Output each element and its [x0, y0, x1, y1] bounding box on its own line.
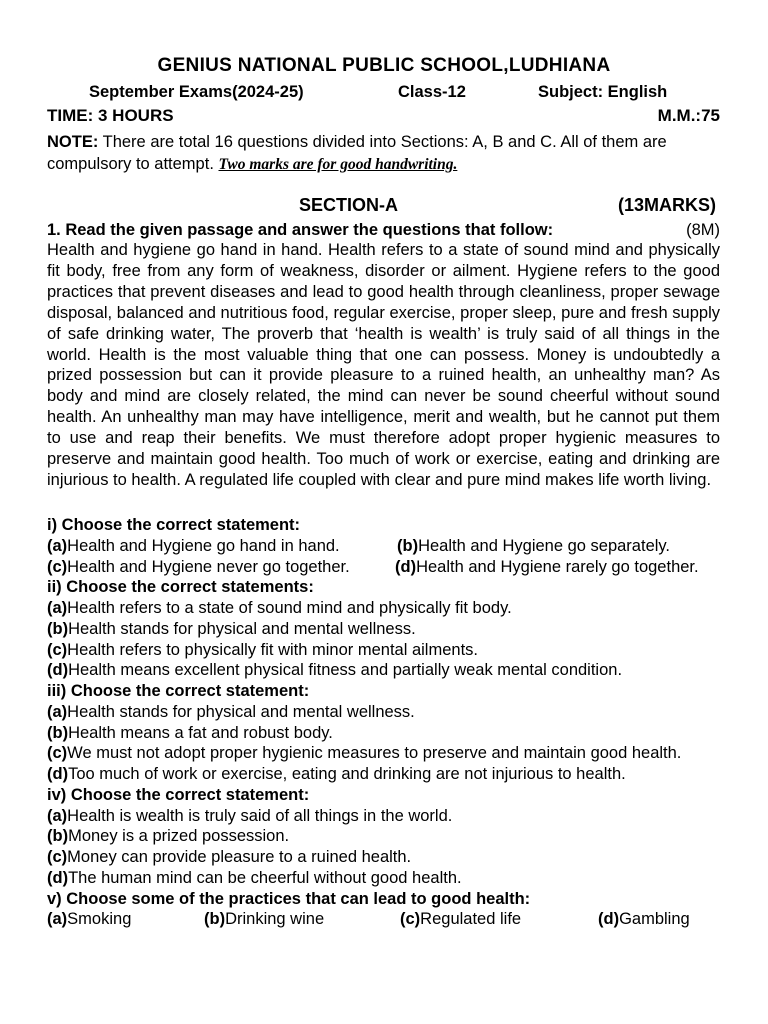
- option-b: [397, 536, 670, 557]
- max-marks-label: M.M.:75: [657, 106, 720, 125]
- option-label: (c): [47, 640, 68, 659]
- question-iv-heading: iv) Choose the correct statement:: [47, 785, 310, 804]
- option-text: Drinking wine: [225, 910, 325, 929]
- option-text: Too much of work or exercise, eating and drinking are not injurious to health.: [68, 765, 626, 783]
- option-c: [47, 743, 722, 764]
- school-name: GENIUS NATIONAL PUBLIC SCHOOL,LUDHIANA: [157, 55, 611, 76]
- option-text: Health means excellent physical fitness and partially weak mental condition.: [68, 661, 623, 680]
- option-d: [47, 660, 722, 681]
- section-title: SECTION-A: [299, 195, 398, 215]
- handwriting-note: Two marks are for good handwriting.: [218, 156, 458, 173]
- option-label: (c): [400, 910, 421, 929]
- option-text: Smoking: [67, 910, 132, 929]
- option-text: Health and Hygiene go hand in hand.: [67, 536, 340, 555]
- option-d: [395, 557, 699, 578]
- option-d: [598, 909, 690, 930]
- option-label: (d): [47, 661, 69, 680]
- question-1-marks: (8M): [686, 221, 720, 239]
- question-v-heading: v) Choose some of the practices that can lead to good health:: [47, 889, 531, 908]
- question-v-options-row: [47, 909, 722, 930]
- time-label: TIME: 3 HOURS: [47, 106, 174, 125]
- option-label: (b): [397, 536, 419, 555]
- question-i-options-row-1: [47, 536, 722, 557]
- option-a: [47, 806, 722, 827]
- question-1-text: 1. Read the given passage and answer the questions that follow:: [47, 221, 554, 239]
- option-c: [400, 909, 521, 930]
- option-b: [204, 909, 324, 930]
- reading-passage: Health and hygiene go hand in hand. Health refers to a state of sound mind and physically fit body, free from any form of weakness, disorder or ailment. Hygiene refers to the good practices that prevent diseases and lead to good health through cleanliness, proper sewage disposal, balanced and nutritious food, regular exercise, proper sleep, pure and fresh supply of safe drinking water, The proverb that ‘health is wealth’ is truly said of all things in the world. Health is the most valuable thing that one can possess. Money is undoubtedly a prized possession but can it provide pleasure to a ruined health, an unhealthy man? As body and mind are closely related, the mind can never be sound cheerful without sound health. An unhealthy man may have intelligence, merit and wealth, but he cannot put them to use and reap their benefits. We must therefore adopt proper hygienic measures to preserve and maintain good health. Too much of work or exercise, eating and drinking are injurious to health. A regulated life coupled with clear and pure mind makes life worth living.: [47, 241, 720, 489]
- option-label: (a): [47, 599, 68, 617]
- option-b: [47, 723, 722, 744]
- option-label: (d): [47, 868, 69, 887]
- time-marks-row: [47, 106, 720, 126]
- option-b: [47, 826, 722, 847]
- instructions-note: [47, 131, 720, 176]
- option-text: Health and Hygiene rarely go together.: [416, 557, 699, 576]
- option-c: [47, 558, 350, 576]
- option-label: (d): [47, 765, 69, 783]
- option-text: We must not adopt proper hygienic measures to preserve and maintain good health.: [67, 744, 682, 763]
- option-text: Health and Hygiene never go together.: [67, 557, 350, 576]
- option-label: (a): [47, 910, 68, 929]
- option-d: [47, 764, 722, 785]
- option-text: Money is a prized possession.: [68, 827, 290, 846]
- option-label: (a): [47, 702, 68, 721]
- option-text: Gambling: [619, 910, 690, 929]
- question-iii-heading: iii) Choose the correct statement:: [47, 682, 310, 700]
- option-text: The human mind can be cheerful without good health.: [68, 868, 462, 887]
- option-label: (b): [204, 910, 226, 929]
- option-label: (c): [47, 557, 68, 576]
- option-text: Health means a fat and robust body.: [68, 723, 333, 742]
- option-a: [47, 910, 131, 928]
- option-label: (d): [395, 557, 417, 576]
- option-text: Health refers to a state of sound mind and physically fit body.: [67, 599, 512, 617]
- option-text: Health stands for physical and mental wellness.: [68, 619, 416, 638]
- option-label: (b): [47, 723, 69, 742]
- option-text: Regulated life: [420, 910, 522, 929]
- option-label: (c): [47, 744, 68, 763]
- class-label: Class-12: [398, 83, 466, 101]
- question-i-options-row-2: [47, 557, 722, 578]
- option-label: (a): [47, 536, 68, 555]
- option-d: [47, 868, 722, 889]
- option-a: [47, 598, 722, 619]
- mcq-list: [47, 515, 722, 930]
- option-label: (b): [47, 827, 69, 846]
- note-label: NOTE:: [47, 133, 99, 151]
- question-i-heading: i) Choose the correct statement:: [47, 516, 301, 534]
- option-text: Health and Hygiene go separately.: [418, 536, 671, 555]
- subject-label: Subject: English: [538, 83, 668, 101]
- section-marks: (13MARKS): [617, 195, 716, 215]
- option-label: (b): [47, 619, 69, 638]
- option-c: [47, 640, 722, 661]
- option-text: Health is wealth is truly said of all things in the world.: [67, 806, 453, 825]
- option-c: [47, 847, 722, 868]
- option-text: Health stands for physical and mental wellness.: [67, 702, 415, 721]
- question-ii-heading: ii) Choose the correct statements:: [47, 578, 314, 597]
- option-a: [47, 702, 722, 723]
- option-text: Health refers to physically fit with minor mental ailments.: [67, 640, 478, 659]
- option-label: (d): [598, 910, 620, 929]
- question-1-prompt: [47, 220, 720, 240]
- note-text: There are total 16 questions divided into Sections: A, B and C. All of them are compulsory to attempt.: [47, 133, 667, 173]
- option-b: [47, 619, 722, 640]
- option-label: (c): [47, 848, 68, 866]
- option-a: [47, 537, 340, 555]
- option-text: Money can provide pleasure to a ruined health.: [67, 848, 412, 866]
- exam-name: September Exams(2024-25): [89, 83, 304, 101]
- option-label: (a): [47, 806, 68, 825]
